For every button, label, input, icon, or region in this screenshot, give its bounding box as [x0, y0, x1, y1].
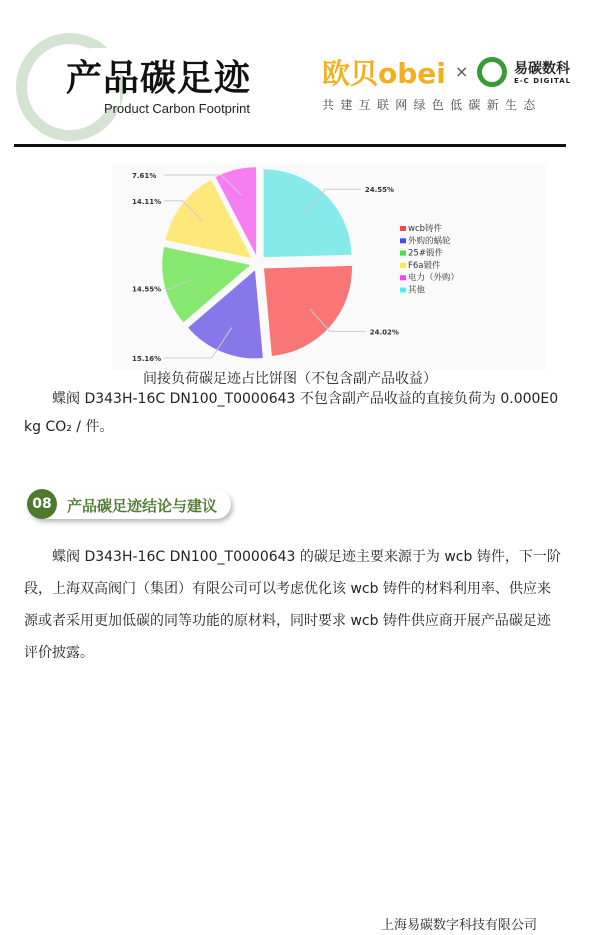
paragraph-conclusion: 蝶阀 D343H-16C DN100_T0000643 的碳足迹主要来源于为 wcb 铸件，下一阶段，上海双高阀门（集团）有限公司可以考虑优化该 wcb 铸件的材料利用率、供应来源或者采用更加低碳的同等功能的原材料，同时要求 wcb 铸件供应商开展产品碳足迹评价披露。: [24, 549, 561, 661]
slice-label: 15.16%: [132, 355, 162, 363]
legend-label: 其他: [408, 285, 426, 296]
obei-logo: 欧贝obei: [322, 57, 446, 90]
section-heading: [27, 489, 231, 519]
header-divider: [14, 144, 566, 147]
chart-caption: 间接负荷碳足迹占比饼图（不包含副产品收益）: [143, 371, 437, 387]
section-title: 产品碳足迹结论与建议: [67, 497, 218, 515]
ec-digital-logo-en: E-C DIGITAL: [514, 77, 572, 85]
legend-swatch: [400, 288, 406, 293]
legend-swatch: [400, 275, 406, 280]
legend-swatch: [400, 263, 406, 268]
legend-swatch: [400, 251, 406, 256]
legend-label: F6a锻件: [408, 260, 441, 271]
pie-chart: [112, 163, 546, 370]
legend-label: 外购的蜗轮: [408, 236, 451, 247]
slice-label: 7.61%: [132, 172, 157, 180]
legend-swatch: [400, 226, 406, 231]
times-sign: ×: [455, 62, 469, 81]
section-number: 08: [27, 489, 57, 519]
pie-chart-svg: [112, 163, 546, 370]
slogan: 共建互联网绿色低碳新生态: [322, 98, 542, 112]
page-subtitle: Product Carbon Footprint: [104, 101, 250, 116]
legend-label: wcb铸件: [408, 224, 443, 234]
legend-label: 电力（外购）: [408, 273, 460, 284]
page-title: 产品碳足迹: [66, 58, 252, 99]
slice-label: 14.55%: [132, 285, 162, 294]
ec-digital-logo-icon: [477, 57, 507, 87]
footer-company: 上海易碳数字科技有限公司: [381, 918, 538, 933]
paragraph-direct-load: 蝶阀 D343H-16C DN100_T0000643 不包含副产品收益的直接负荷为 0.000E0 kg CO₂ / 件。: [24, 391, 559, 435]
pie-slice: [264, 266, 352, 356]
legend-label: 25#锻件: [408, 248, 443, 259]
pie-slice: [264, 169, 352, 257]
slice-label: 24.02%: [369, 328, 399, 337]
slice-label: 24.55%: [364, 186, 395, 195]
slice-label: 14.11%: [132, 197, 162, 206]
ec-digital-logo-text: 易碳数科: [514, 61, 570, 77]
legend-swatch: [400, 238, 406, 243]
